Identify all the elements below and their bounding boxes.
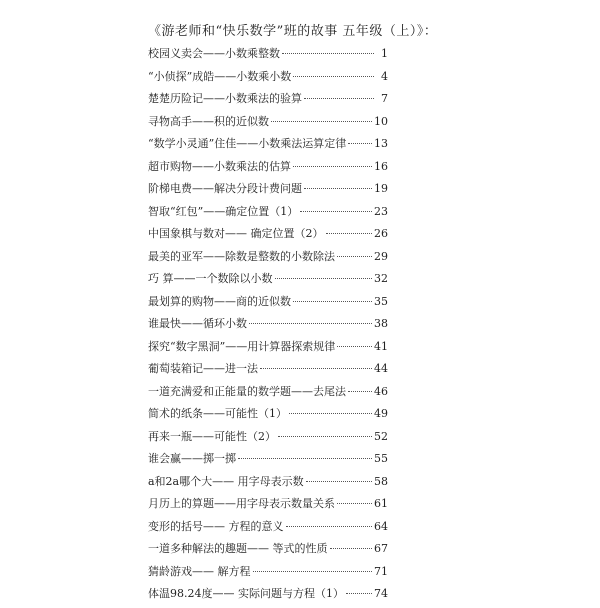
toc-dot-leader (337, 256, 372, 257)
toc-entry (148, 180, 388, 203)
toc-entry-title: 楚楚历险记——小数乘法的验算 (148, 92, 302, 105)
toc-entry (148, 360, 388, 383)
toc-entry (148, 225, 388, 248)
toc-entry-title: 一道充满爱和正能量的数学题——去尾法 (148, 384, 346, 398)
toc-entry (148, 135, 388, 158)
toc-entry-title: 简术的纸条——可能性（1） (148, 407, 287, 420)
toc-dot-leader (300, 211, 372, 212)
toc-dot-leader (238, 458, 372, 459)
toc-page-number: 41 (374, 339, 388, 353)
toc-page-number: 7 (381, 92, 388, 105)
toc-entry (148, 495, 388, 518)
toc-entry-title: 阶梯电费——解决分段计费问题 (148, 182, 302, 195)
toc-page-number: 16 (374, 159, 388, 173)
toc-entry (148, 383, 388, 406)
toc-page-number: 13 (374, 137, 388, 150)
toc-dot-leader (326, 233, 373, 234)
toc-entry (148, 585, 388, 608)
toc-entry-title: 最美的亚军——除数是整数的小数除法 (148, 249, 335, 263)
toc-dot-leader (346, 593, 372, 594)
toc-page-number: 1 (381, 47, 388, 60)
toc-dot-leader (249, 323, 372, 324)
toc-page-number: 4 (381, 69, 388, 83)
toc-entry (148, 68, 388, 91)
toc-page-number: 64 (374, 519, 388, 533)
toc-entry-title: 体温98.24度—— 实际问题与方程（1） (148, 587, 344, 600)
toc-dot-leader (304, 188, 372, 189)
toc-entry (148, 518, 388, 541)
toc-page-number: 74 (374, 587, 388, 600)
toc-entry (148, 158, 388, 181)
table-of-contents (148, 45, 388, 608)
toc-dot-leader (306, 481, 372, 482)
toc-entry-title: “小侦探”成皓——小数乘小数 (148, 69, 292, 83)
toc-dot-leader (278, 436, 372, 437)
toc-dot-leader (286, 526, 373, 527)
toc-page-number: 38 (374, 317, 388, 330)
toc-dot-leader (348, 143, 372, 144)
toc-entry (148, 90, 388, 113)
toc-page-number: 29 (374, 249, 388, 263)
toc-dot-leader (304, 98, 374, 99)
toc-entry-title: 巧 算——一个数除以小数 (148, 272, 273, 285)
toc-entry (148, 563, 388, 586)
toc-page-number: 35 (374, 294, 388, 308)
toc-dot-leader (275, 278, 373, 279)
toc-dot-leader (282, 53, 374, 54)
toc-entry (148, 405, 388, 428)
toc-page-number: 19 (374, 182, 388, 195)
toc-entry (148, 315, 388, 338)
toc-entry-title: 葡萄装箱记——进一法 (148, 362, 258, 375)
toc-page-number: 32 (374, 272, 388, 285)
toc-entry (148, 248, 388, 271)
toc-dot-leader (348, 391, 372, 392)
toc-entry (148, 270, 388, 293)
toc-entry-title: a和2a哪个大—— 用字母表示数 (148, 474, 304, 488)
toc-entry (148, 203, 388, 226)
toc-entry (148, 45, 388, 68)
toc-page-number: 71 (374, 564, 388, 578)
toc-page-number: 44 (374, 362, 388, 375)
toc-dot-leader (260, 368, 372, 369)
toc-page-number: 58 (374, 474, 388, 488)
toc-entry-title: 谁会赢——掷一掷 (148, 452, 236, 465)
toc-entry-title: 谁最快——循环小数 (148, 317, 247, 330)
toc-page-number: 49 (374, 407, 388, 420)
toc-entry-title: 校园义卖会——小数乘整数 (148, 47, 280, 60)
toc-entry (148, 473, 388, 496)
toc-dot-leader (271, 121, 372, 122)
toc-entry (148, 113, 388, 136)
toc-entry-title: 再来一瓶——可能性（2） (148, 429, 276, 443)
document-title: 《游老师和“快乐数学”班的故事 五年级（上）》： (148, 24, 438, 39)
toc-page-number: 26 (374, 227, 388, 240)
toc-entry-title: 月历上的算题——用字母表示数量关系 (148, 497, 335, 510)
toc-dot-leader (289, 413, 372, 414)
toc-dot-leader (337, 346, 372, 347)
toc-page-number: 46 (374, 384, 388, 398)
toc-entry (148, 540, 388, 563)
toc-dot-leader (337, 503, 372, 504)
toc-entry (148, 338, 388, 361)
toc-page-number: 55 (374, 452, 388, 465)
toc-entry-title: 中国象棋与数对—— 确定位置（2） (148, 227, 324, 240)
toc-entry-title: 超市购物——小数乘法的估算 (148, 159, 291, 173)
toc-entry-title: 一道多种解法的趣题—— 等式的性质 (148, 542, 328, 555)
toc-page-number: 52 (374, 429, 388, 443)
toc-entry-title: 探究“数字黑洞”——用计算器探索规律 (148, 339, 336, 353)
toc-entry-title: 最划算的购物——商的近似数 (148, 294, 291, 308)
toc-page-number: 10 (374, 114, 388, 128)
toc-dot-leader (293, 301, 372, 302)
toc-dot-leader (293, 76, 374, 77)
toc-entry-title: 寻物高手——积的近似数 (148, 114, 269, 128)
toc-entry-title: 变形的括号—— 方程的意义 (148, 519, 284, 533)
toc-dot-leader (330, 548, 373, 549)
toc-dot-leader (293, 166, 372, 167)
toc-entry-title: “数学小灵通”住佳——小数乘法运算定律 (148, 137, 347, 150)
toc-entry (148, 450, 388, 473)
toc-dot-leader (253, 571, 373, 572)
toc-page-number: 61 (374, 497, 388, 510)
toc-entry-title: 智取“红包”——确定位置（1） (148, 204, 299, 218)
toc-entry (148, 428, 388, 451)
toc-entry-title: 猜龄游戏—— 解方程 (148, 564, 251, 578)
toc-entry (148, 293, 388, 316)
toc-page-number: 67 (374, 542, 388, 555)
toc-page-number: 23 (374, 204, 388, 218)
